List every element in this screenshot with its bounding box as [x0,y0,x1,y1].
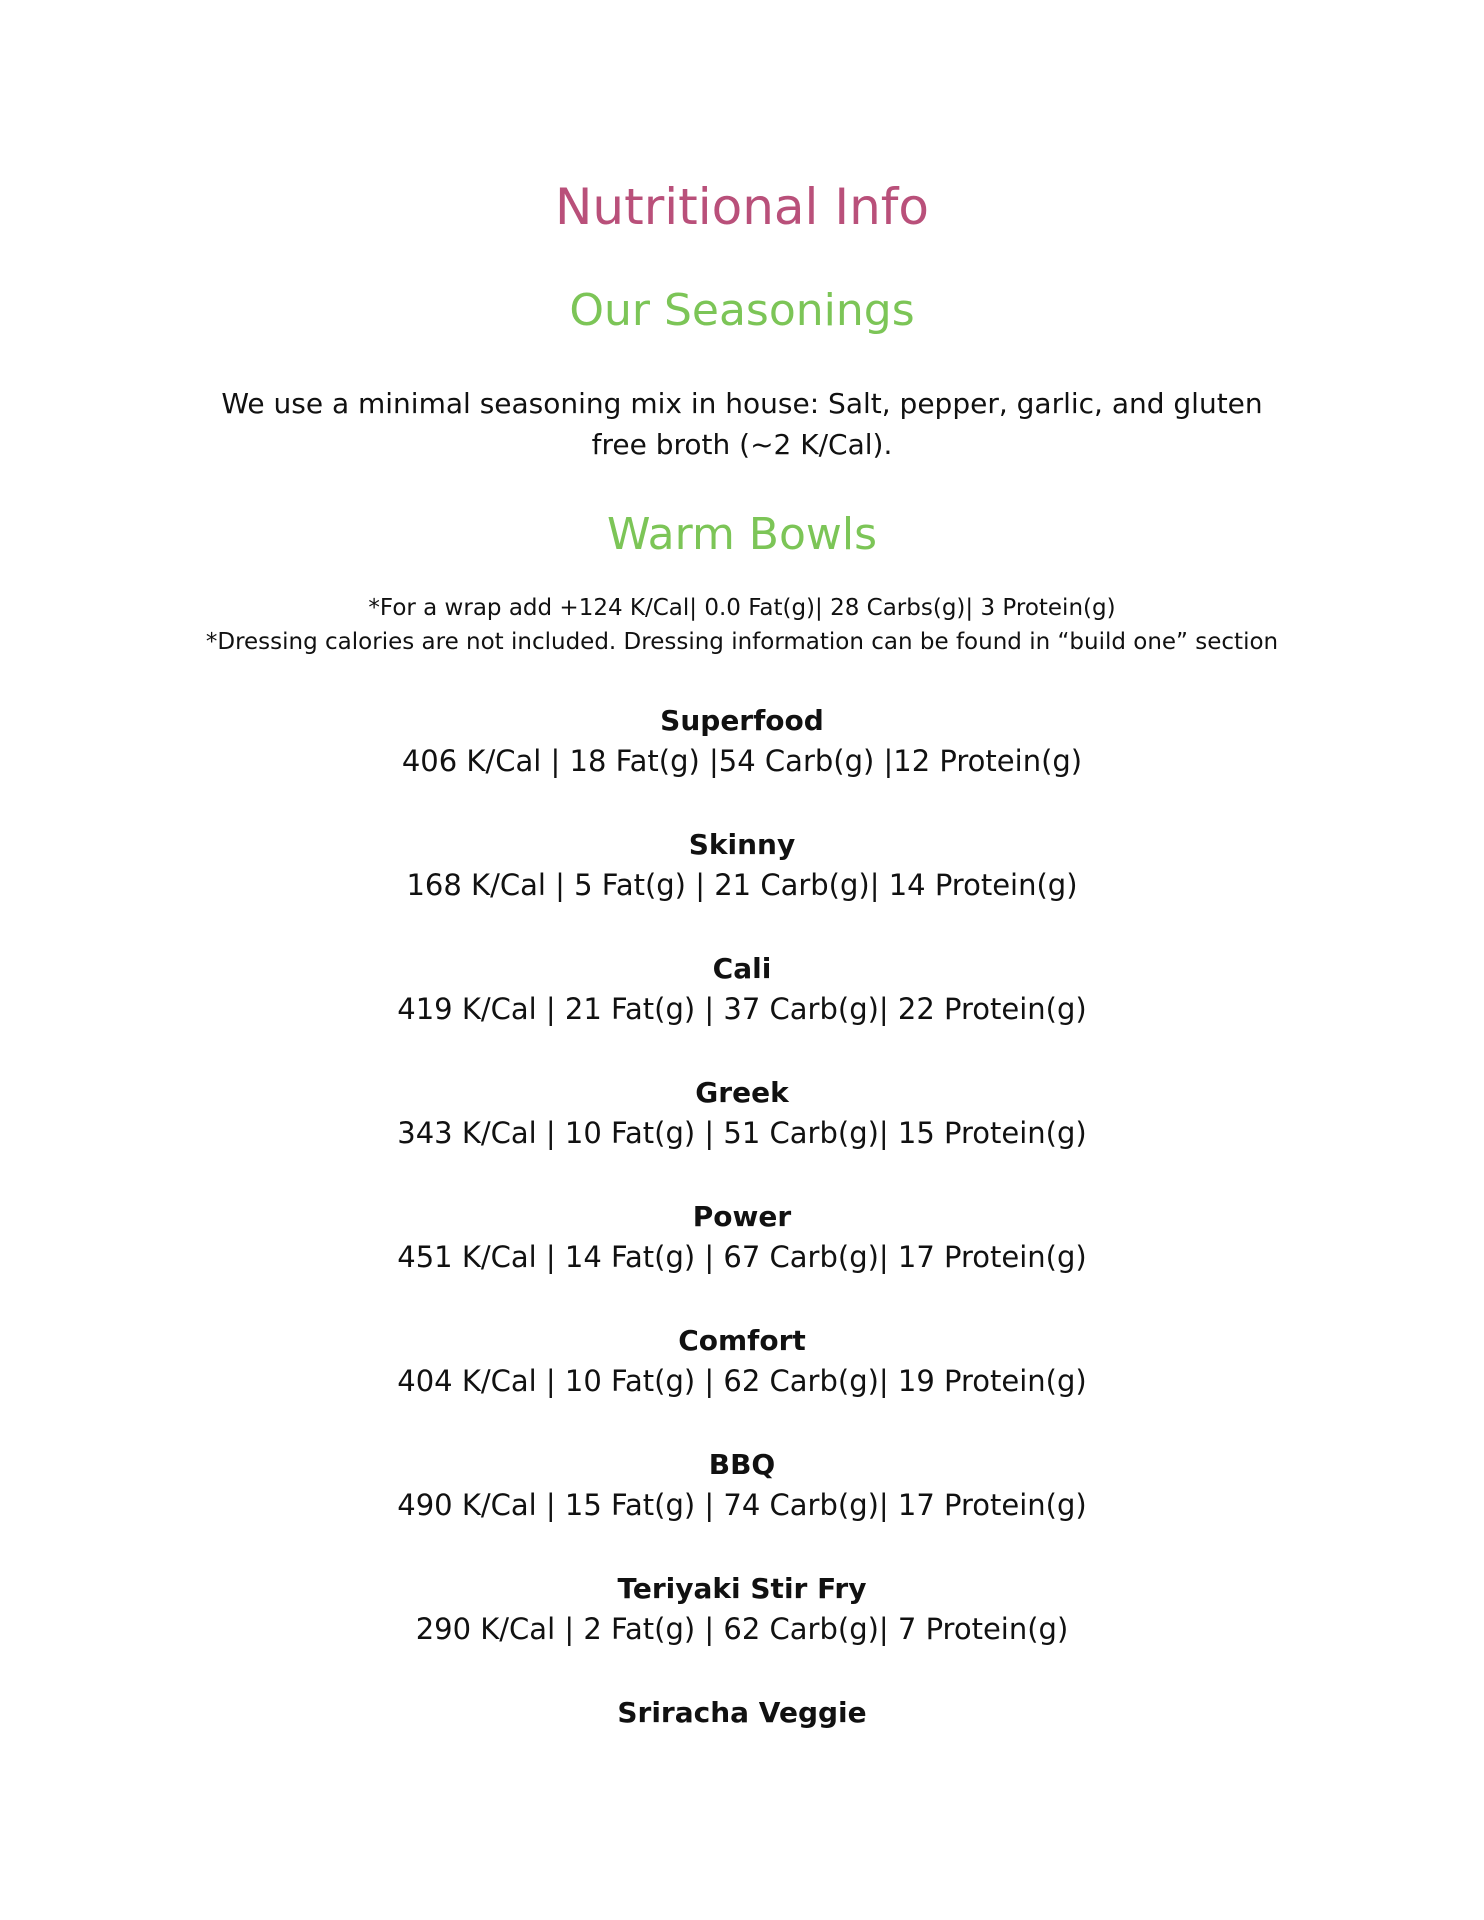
bowl-name: Cali [712,952,772,985]
bowl-item [0,948,1484,1072]
bowl-nutrition: 290 K/Cal | 2 Fat(g) | 62 Carb(g)| 7 Protein(g) [415,1612,1069,1646]
bowl-name: Power [692,1200,792,1233]
bowl-nutrition: 168 K/Cal | 5 Fat(g) | 21 Carb(g)| 14 Protein(g) [406,868,1078,902]
bowl-item [0,1444,1484,1568]
bowl-item [0,1196,1484,1320]
warm-bowls-heading: Warm Bowls [606,509,878,560]
bowl-item [0,1692,1484,1816]
bowl-name: Comfort [678,1324,806,1357]
page-title: Nutritional Info [555,178,929,236]
seasonings-description: We use a minimal seasoning mix in house: Salt, pepper, garlic, and gluten free broth (~2 K/Cal). [221,387,1263,461]
bowl-name: Greek [695,1076,789,1109]
warm-bowls-list [0,700,1484,1816]
bowl-nutrition: 490 K/Cal | 15 Fat(g) | 74 Carb(g)| 17 Protein(g) [397,1488,1087,1522]
bowl-item [0,1320,1484,1444]
bowl-nutrition: 406 K/Cal | 18 Fat(g) |54 Carb(g) |12 Protein(g) [401,744,1083,778]
bowl-item [0,824,1484,948]
wrap-note: *For a wrap add +124 K/Cal| 0.0 Fat(g)| 28 Carbs(g)| 3 Protein(g) [368,595,1116,621]
bowl-nutrition: 451 K/Cal | 14 Fat(g) | 67 Carb(g)| 17 Protein(g) [397,1240,1087,1274]
seasonings-heading: Our Seasonings [569,285,915,336]
bowl-nutrition: 419 K/Cal | 21 Fat(g) | 37 Carb(g)| 22 Protein(g) [397,992,1087,1026]
bowl-item [0,1072,1484,1196]
bowl-item [0,700,1484,824]
dressing-note: *Dressing calories are not included. Dressing information can be found in “build one” section [205,629,1279,655]
bowl-name: Superfood [660,704,824,737]
bowl-name: Teriyaki Stir Fry [617,1572,867,1605]
bowl-name: Skinny [688,828,796,861]
bowl-name: BBQ [708,1448,776,1481]
bowl-item [0,1568,1484,1692]
bowl-nutrition: 404 K/Cal | 10 Fat(g) | 62 Carb(g)| 19 Protein(g) [397,1364,1087,1398]
bowl-nutrition: 343 K/Cal | 10 Fat(g) | 51 Carb(g)| 15 Protein(g) [397,1116,1087,1150]
bowl-name: Sriracha Veggie [617,1696,867,1729]
